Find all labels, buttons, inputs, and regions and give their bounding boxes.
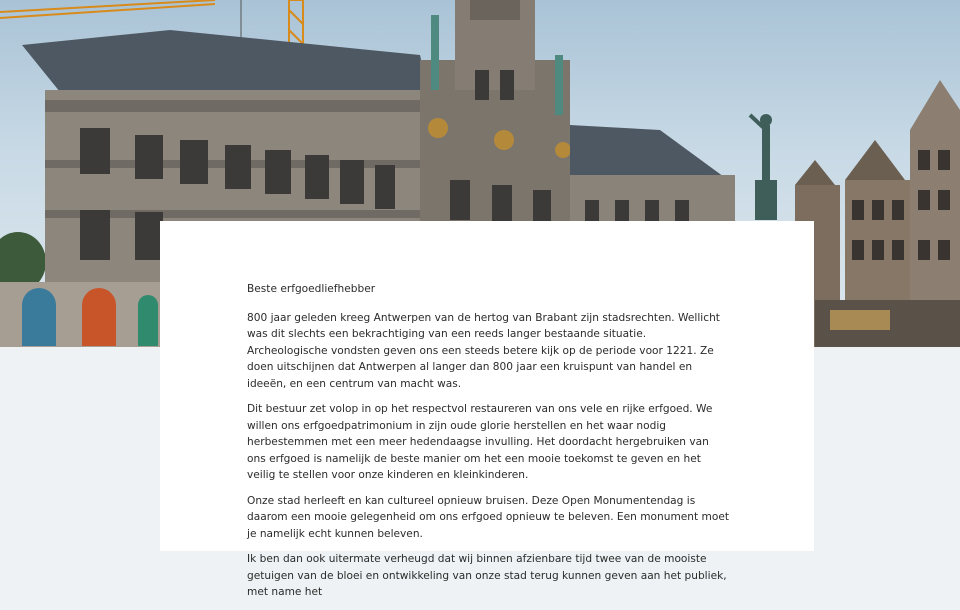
letter-card xyxy=(160,221,814,598)
guild-houses xyxy=(795,80,960,347)
letter-body xyxy=(247,281,729,610)
letter-paragraph: Onze stad herleeft en kan cultureel opnieuw bruisen. Deze Open Monumentendag is daarom een mooie gelegenheid om ons erfgoed opnieuw te beleven. Een monument moet je namelijk echt kunnen beleven. xyxy=(247,494,729,540)
letter-paragraph: 800 jaar geleden kreeg Antwerpen van de hertog van Brabant zijn stadsrechten. Wellicht was dit slechts een bekrachtiging van een reeds langer bestaande situatie. Archeologische vondsten geven ons een steeds betere kijk op de periode voor 1221. Ze doen uitschijnen dat Antwerpen al langer dan 800 jaar een kruispunt van handel en ideeën, en een centrum van macht was. xyxy=(247,311,720,390)
letter-greeting: Beste erfgoedliefhebber xyxy=(247,283,376,295)
letter-paragraph: Dit bestuur zet volop in op het respectvol restaureren van ons vele en rijke erfgoed. We willen ons erfgoedpatrimonium in zijn oude glorie herstellen en het waar nodig herbestemmen met een meer hedendaagse invulling. Het doordacht hergebruiken van ons erfgoed is namelijk de beste manier om het een mooie toekomst te geven en het veilig te stellen voor onze kinderen en kleinkinderen. xyxy=(247,403,713,481)
letter-paragraph: Ik ben dan ook uitermate verheugd dat wij binnen afzienbare tijd twee van de mooiste getuigen van de bloei en ontwikkeling van onze stad terug kunnen geven aan het publiek, met name het xyxy=(247,553,727,598)
brabo-statue xyxy=(750,114,777,220)
roof xyxy=(22,30,430,100)
